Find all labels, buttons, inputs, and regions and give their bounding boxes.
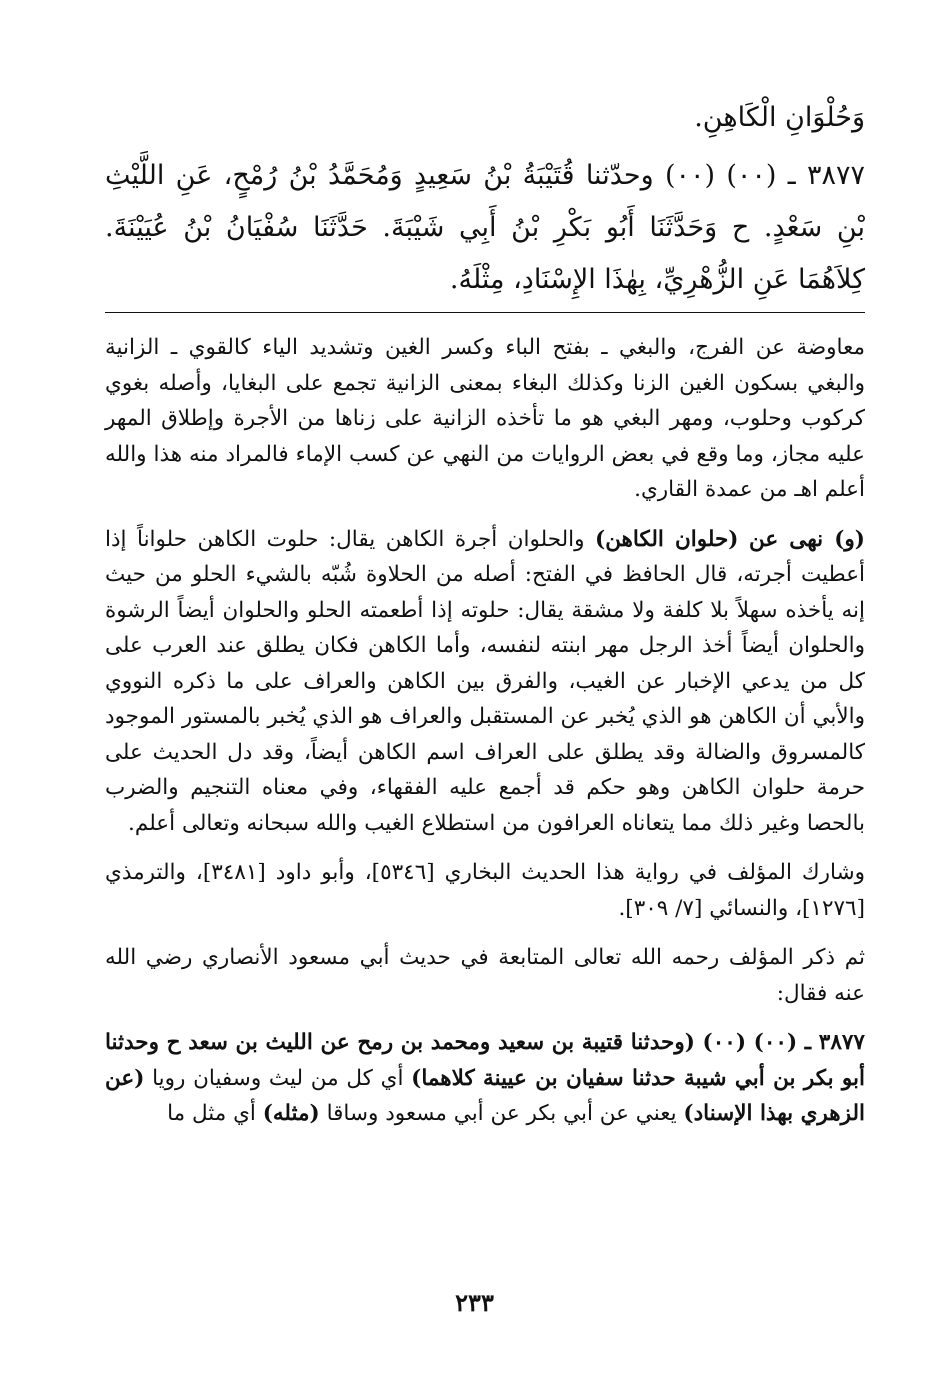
hadith-continuation: وَحُلْوَانِ الْكَاهِنِ. [694, 102, 865, 133]
hadith-3877: ٣٨٧٧ ـ (٠٠) (٠٠) وحدّثنا قُتَيْبَةُ بْنُ سَعِيدٍ وَمُحَمَّدُ بْنُ رُمْحٍ، عَنِ اللَّيْثِ بْنِ سَعْدٍ. ح وَحَدَّثَنَا أَبُو بَكْرِ بْنُ أَبِي شَيْبَةَ. حَدَّثَنَا سُفْيَانُ بْنُ عُيَيْنَةَ. كِلاَهُمَا عَنِ الزُّهْرِيِّ، بِهٰذَا الإِسْنَادِ، مِثْلَهُ. [105, 160, 866, 295]
page-number: ٢٣٣ [455, 1288, 494, 1317]
sharh-3877-bold-2: (عن الزهري بهذا الإسناد) [105, 1065, 865, 1126]
sharh-3877-text-1: أي كل من ليث وسفيان رويا [152, 1065, 404, 1091]
commentary-paragraph-baghy: معاوضة عن الفرج، والبغي ـ بفتح الباء وكسر الغين وتشديد الياء كالقوي ـ الزانية والبغي بسكون الغين الزنا وكذلك البغاء بمعنى الزانية تجمع على البغايا، وأصله بغوي كركوب وحلوب، ومهر البغي هو ما تأخذه الزانية على زناها من الأجرة وإطلاق المهر عليه مجاز، وما وقع في بعض الروايات من النهي عن كسب الإماء فالمراد منه هذا والله أعلم اهـ من عمدة القاري. [105, 335, 865, 502]
commentary-paragraph-hulwan [105, 522, 865, 842]
sharh-3877-bold-1: ٣٨٧٧ ـ (٠٠) (٠٠) (وحدثنا قتيبة بن سعيد ومحمد بن رمح عن الليث بن سعد ح وحدثنا أبو بكر بن أبي شيبة حدثنا سفيان بن عيينة كلاهما) [105, 1030, 865, 1091]
commentary-paragraph-sharik: وشارك المؤلف في رواية هذا الحديث البخاري [٥٣٤٦]، وأبو داود [٣٤٨١]، والترمذي [١٢٧٦]، والنسائي [٧/ ٣٠٩]. [105, 860, 865, 921]
sharh-3877-text-2: يعني عن أبي بكر عن أبي مسعود وساقا [326, 1101, 677, 1126]
commentary-block [105, 330, 865, 1146]
hulwan-prefix: (و) نهى عن [748, 526, 865, 552]
hadith-text-block [105, 92, 865, 306]
commentary-paragraph-3877 [105, 1025, 865, 1132]
sharh-3877-text-3: أي مثل ما [167, 1101, 256, 1126]
hulwan-text: والحلوان أجرة الكاهن يقال: حلوت الكاهن حلواناً إذا أعطيت أجرته، قال الحافظ في الفتح: أصله من الحلاوة شُبّه بالشيء الحلو من حيث إنه يأخذه سهلاً بلا كلفة ولا مشقة يقال: حلوته إذا أطعمته الحلو والحلوان أيضاً الرشوة والحلوان أيضاً أخذ الرجل مهر ابنته لنفسه، وأما الكاهن فكان يطلق عند العرب على كل من يدعي الإخبار عن الغيب، والفرق بين الكاهن والعراف على ما ذكره النووي والأبي أن الكاهن هو الذي يُخبر عن المستقبل والعراف هو الذي يُخبر بالمستور الموجود كالمسروق والضالة وقد يطلق على العراف اسم الكاهن أيضاً، وقد دل الحديث على حرمة حلوان الكاهن وهو حكم قد أجمع عليه الفقهاء، وفي معناه التنجيم والضرب بالحصا وغير ذلك مما يتعاناه العرافون من استطلاع الغيب والله سبحانه وتعالى أعلم. [105, 526, 865, 836]
hulwan-bold: (حلوان الكاهن) [595, 526, 739, 552]
separator-line [105, 312, 865, 313]
sharh-3877-bold-3: (مثله) [262, 1101, 320, 1126]
commentary-paragraph-mutaba: ثم ذكر المؤلف رحمه الله تعالى المتابعة في حديث أبي مسعود الأنصاري رضي الله عنه فقال: [105, 945, 865, 1006]
